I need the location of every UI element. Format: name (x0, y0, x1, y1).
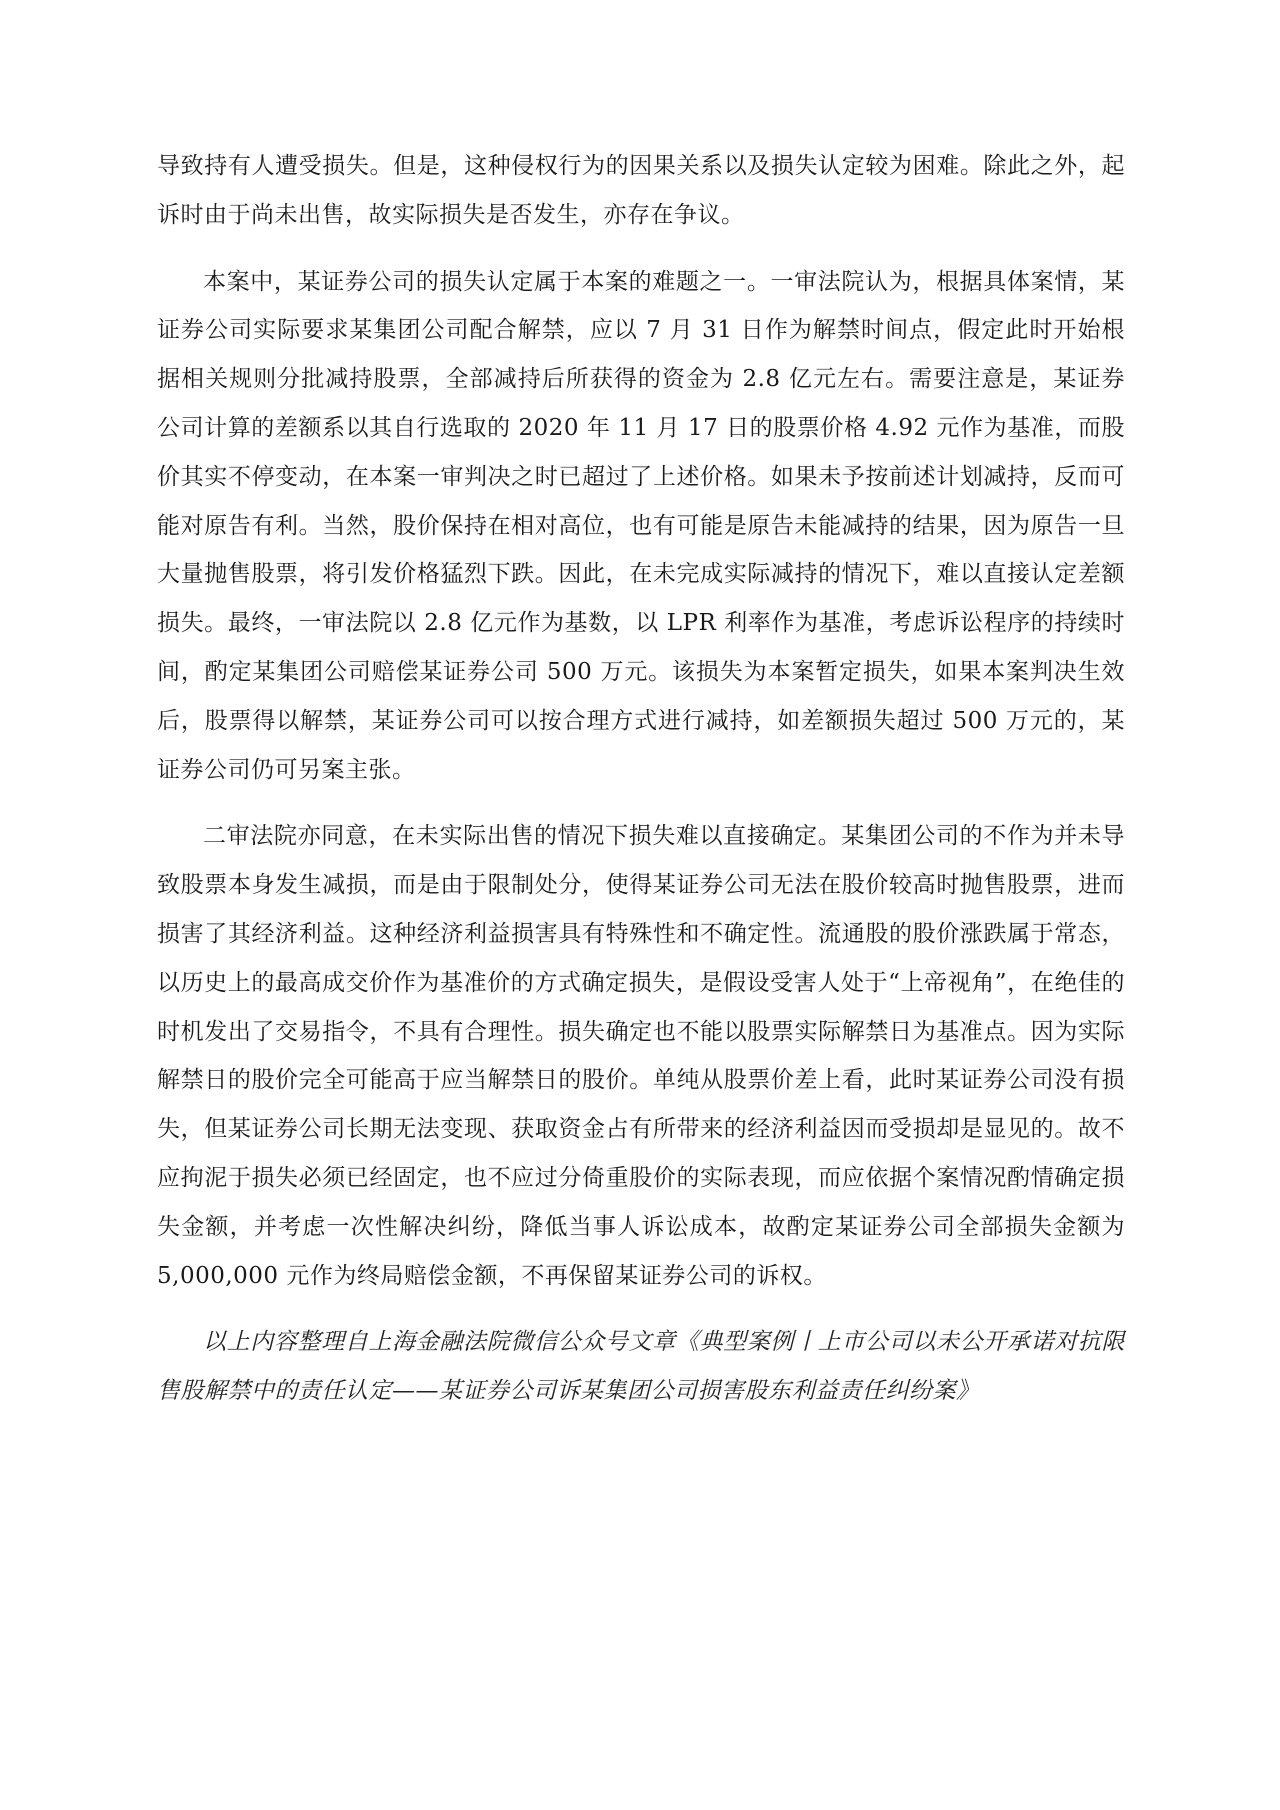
paragraph-second-instance-ruling: 二审法院亦同意，在未实际出售的情况下损失难以直接确定。某集团公司的不作为并未导致股票本身发生减损，而是由于限制处分，使得某证券公司无法在股价较高时抛售股票，进而损害了其经济利益。这种经济利益损害具有特殊性和不确定性。流通股的股价涨跌属于常态，以历史上的最高成交价作为基准价的方式确定损失，是假设受害人处于“上帝视角”，在绝佳的时机发出了交易指令，不具有合理性。损失确定也不能以股票实际解禁日为基准点。因为实际解禁日的股价完全可能高于应当解禁日的股价。单纯从股票价差上看，此时某证券公司没有损失，但某证券公司长期无法变现、获取资金占有所带来的经济利益因而受损却是显见的。故不应拘泥于损失必须已经固定，也不应过分倚重股价的实际表现，而应依据个案情况酌情确定损失金额，并考虑一次性解决纠纷，降低当事人诉讼成本，故酌定某证券公司全部损失金额为 5,000,000 元作为终局赔偿金额，不再保留某证券公司的诉权。 (157, 823, 1125, 1289)
document-body (157, 142, 1125, 1434)
paragraph-first-instance-ruling: 本案中，某证券公司的损失认定属于本案的难题之一。一审法院认为，根据具体案情，某证券公司实际要求某集团公司配合解禁，应以 7 月 31 日作为解禁时间点，假定此时开始根据相关规则分批减持股票，全部减持后所获得的资金为 2.8 亿元左右。需要注意是，某证券公司计算的差额系以其自行选取的 2020 年 11 月 17 日的股票价格 4.92 元作为基准，而股价其实不停变动，在本案一审判决之时已超过了上述价格。如果未予按前述计划减持，反而可能对原告有利。当然，股价保持在相对高位，也有可能是原告未能减持的结果，因为原告一旦大量抛售股票，将引发价格猛烈下跌。因此，在未完成实际减持的情况下，难以直接认定差额损失。最终，一审法院以 2.8 亿元作为基数，以 LPR 利率作为基准，考虑诉讼程序的持续时间，酌定某集团公司赔偿某证券公司 500 万元。该损失为本案暂定损失，如果本案判决生效后，股票得以解禁，某证券公司可以按合理方式进行减持，如差额损失超过 500 万元的，某证券公司仍可另案主张。 (157, 268, 1125, 783)
paragraph-continuation: 导致持有人遭受损失。但是，这种侵权行为的因果关系以及损失认定较为困难。除此之外，起诉时由于尚未出售，故实际损失是否发生，亦存在争议。 (157, 153, 1125, 228)
source-note: 以上内容整理自上海金融法院微信公众号文章《典型案例丨上市公司以未公开承诺对抗限售股解禁中的责任认定——某证券公司诉某集团公司损害股东利益责任纠纷案》 (157, 1329, 1125, 1405)
